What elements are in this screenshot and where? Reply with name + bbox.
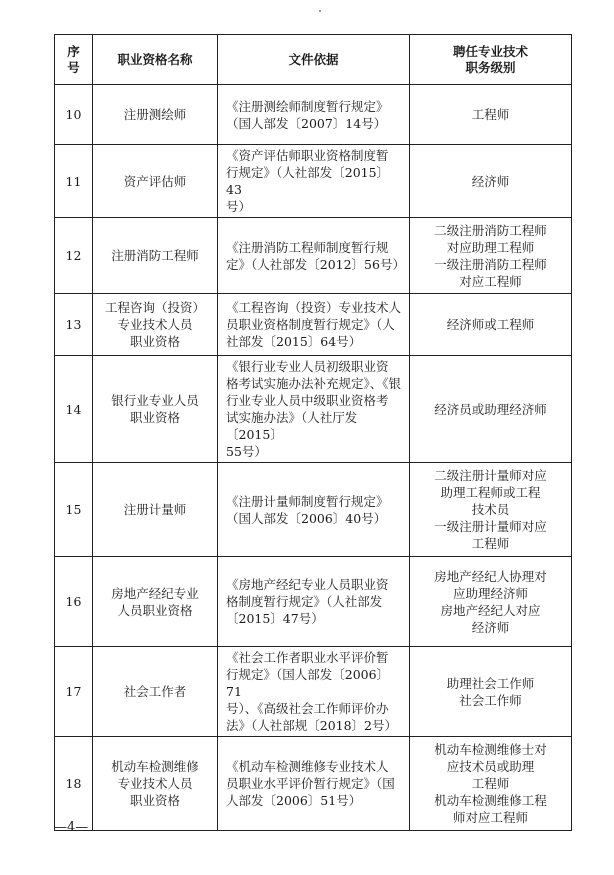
cell-level-line: 社会工作师 bbox=[459, 692, 522, 708]
cell-level-line: 一级注册消防工程师 bbox=[434, 256, 547, 272]
cell-doc-line: 《工程咨询（投资）专业技术人 bbox=[226, 300, 402, 315]
qualification-table bbox=[54, 34, 572, 831]
header-name: 职业资格名称 bbox=[93, 35, 218, 85]
table-row bbox=[55, 463, 572, 557]
cell-name-line: 社会工作者 bbox=[123, 684, 187, 699]
header-no-line: 号 bbox=[67, 59, 80, 75]
cell-level-line: 应助理经济师 bbox=[452, 585, 528, 601]
table-row bbox=[55, 356, 572, 463]
cell-doc-line: 〔2015〕47号） bbox=[226, 611, 324, 626]
cell-level-line: 二级注册计量师对应 bbox=[434, 468, 547, 483]
cell-level-line: 助理工程师或工程 bbox=[440, 485, 541, 500]
cell-doc-line: 号）、《高级社会工作师评价办 bbox=[226, 701, 389, 716]
cell-name-line: 职业资格 bbox=[129, 793, 180, 808]
cell-level bbox=[410, 218, 572, 294]
cell-level-line: 一级注册计量师对应 bbox=[434, 519, 547, 534]
cell-level-line: 工程师 bbox=[471, 776, 510, 791]
cell-doc-line: 《社会工作者职业水平评价暂 bbox=[226, 650, 389, 665]
cell-level bbox=[410, 737, 572, 831]
cell-doc-line: 试实施办法》（人社厅发〔2015〕 bbox=[226, 410, 358, 442]
cell-level-line: 工程师 bbox=[471, 107, 510, 122]
cell-name bbox=[93, 737, 218, 831]
cell-level-line: 机动车检测维修工程 bbox=[434, 793, 547, 808]
header-level-line: 聘任专业技术 bbox=[452, 43, 528, 59]
cell-level bbox=[410, 85, 572, 145]
cell-level bbox=[410, 356, 572, 463]
cell-doc bbox=[218, 463, 410, 557]
cell-no: 18 bbox=[55, 737, 93, 831]
cell-doc-line: 《机动车检测维修专业技术人 bbox=[226, 759, 389, 774]
cell-level-line: 工程师 bbox=[471, 536, 510, 551]
cell-doc-line: 人部发〔2006〕51号） bbox=[226, 793, 362, 808]
cell-name bbox=[93, 218, 218, 294]
cell-level-line: 二级注册消防工程师 bbox=[434, 222, 547, 238]
cell-level-line: 对应助理工程师 bbox=[446, 239, 535, 255]
table-row bbox=[55, 85, 572, 145]
cell-no: 11 bbox=[55, 145, 93, 218]
table-row bbox=[55, 294, 572, 356]
cell-doc-line: 格制度暂行规定》（人社部发 bbox=[226, 594, 383, 609]
cell-level-line: 对应工程师 bbox=[459, 273, 522, 289]
cell-doc-line: 法》（人社部规〔2018〕2号） bbox=[226, 718, 398, 733]
table-row bbox=[55, 557, 572, 647]
cell-doc bbox=[218, 218, 410, 294]
cell-name bbox=[93, 145, 218, 218]
cell-level bbox=[410, 557, 572, 647]
cell-doc-line: 行业专业人员中级职业资格考 bbox=[226, 393, 389, 408]
cell-doc bbox=[218, 356, 410, 463]
cell-doc-line: 社部发〔2015〕64号） bbox=[226, 334, 362, 349]
cell-doc-line: 55号） bbox=[226, 444, 267, 459]
cell-name-line: 人员职业资格 bbox=[117, 602, 193, 618]
cell-doc-line: 员职业资格制度暂行规定》（人 bbox=[226, 317, 395, 332]
cell-name bbox=[93, 647, 218, 737]
table-row bbox=[55, 647, 572, 737]
cell-level-line: 房地产经纪人协理对 bbox=[434, 568, 547, 584]
cell-doc-line: 《房地产经纪专业人员职业资 bbox=[226, 577, 389, 592]
cell-doc bbox=[218, 557, 410, 647]
cell-level bbox=[410, 145, 572, 218]
cell-doc bbox=[218, 737, 410, 831]
cell-level-line: 房地产经纪人对应 bbox=[440, 602, 541, 618]
cell-doc bbox=[218, 85, 410, 145]
cell-doc-line: 《注册消防工程师制度暂行规 bbox=[226, 239, 389, 255]
cell-doc-line: 行规定》（国人部发〔2006〕71 bbox=[226, 667, 390, 699]
cell-doc-line: 定》（人社部发〔2012〕56号） bbox=[226, 256, 405, 272]
cell-level-line: 师对应工程师 bbox=[452, 810, 528, 825]
cell-no: 16 bbox=[55, 557, 93, 647]
cell-name-line: 注册消防工程师 bbox=[111, 248, 199, 263]
cell-name-line: 职业资格 bbox=[129, 410, 180, 425]
cell-doc-line: 行规定》（人社部发〔2015〕43 bbox=[226, 165, 390, 197]
table-row bbox=[55, 737, 572, 831]
header-level-line: 职务级别 bbox=[465, 59, 516, 75]
scan-mark bbox=[319, 10, 321, 12]
cell-no: 10 bbox=[55, 85, 93, 145]
header-no-line: 序 bbox=[67, 43, 80, 59]
cell-level-line: 经济师或工程师 bbox=[446, 317, 535, 332]
cell-doc-line: 号） bbox=[226, 199, 252, 214]
header-no bbox=[55, 35, 93, 85]
cell-level bbox=[410, 463, 572, 557]
cell-name-line: 注册测绘师 bbox=[123, 107, 187, 122]
cell-level-line: 助理社会工作师 bbox=[446, 675, 535, 691]
cell-name bbox=[93, 294, 218, 356]
cell-doc-line: 格考试实施办法补充规定》、《银 bbox=[226, 376, 402, 391]
cell-no: 14 bbox=[55, 356, 93, 463]
cell-doc-line: 员职业水平评价暂行规定》（国 bbox=[226, 776, 395, 791]
cell-name-line: 职业资格 bbox=[129, 334, 180, 349]
cell-no: 15 bbox=[55, 463, 93, 557]
cell-name bbox=[93, 463, 218, 557]
cell-level-line: 经济师 bbox=[471, 619, 510, 635]
cell-no: 12 bbox=[55, 218, 93, 294]
cell-doc bbox=[218, 294, 410, 356]
cell-doc-line: 《注册计量师制度暂行规定》 bbox=[226, 493, 389, 509]
cell-level-line: 机动车检测维修士对 bbox=[434, 742, 547, 757]
cell-no: 13 bbox=[55, 294, 93, 356]
header-level bbox=[410, 35, 572, 85]
cell-doc-line: 《注册测绘师制度暂行规定》 bbox=[226, 98, 389, 114]
cell-name-line: 机动车检测维修 bbox=[111, 759, 199, 774]
header-doc: 文件依据 bbox=[218, 35, 410, 85]
cell-name-line: 银行业专业人员 bbox=[111, 393, 199, 408]
cell-name-line: 专业技术人员 bbox=[117, 317, 193, 332]
cell-level-line: 技术员 bbox=[471, 502, 510, 517]
cell-name-line: 资产评估师 bbox=[123, 173, 187, 189]
cell-doc-line: 《资产评估师职业资格制度暂 bbox=[226, 148, 389, 163]
cell-name-line: 专业技术人员 bbox=[117, 776, 193, 791]
table-row bbox=[55, 145, 572, 218]
table-row bbox=[55, 218, 572, 294]
cell-doc bbox=[218, 647, 410, 737]
cell-level-line: 经济员或助理经济师 bbox=[434, 401, 547, 417]
table-body bbox=[55, 85, 572, 831]
cell-level bbox=[410, 294, 572, 356]
cell-doc-line: （国人部发〔2006〕40号） bbox=[226, 510, 387, 526]
table-header-row bbox=[55, 35, 572, 85]
cell-level bbox=[410, 647, 572, 737]
cell-name-line: 注册计量师 bbox=[123, 502, 187, 517]
cell-name-line: 工程咨询（投资） bbox=[104, 300, 205, 315]
cell-level-line: 经济师 bbox=[471, 173, 510, 189]
cell-level-line: 应技术员或助理 bbox=[446, 759, 535, 774]
cell-name bbox=[93, 557, 218, 647]
cell-name bbox=[93, 356, 218, 463]
cell-doc-line: （国人部发〔2007〕14号） bbox=[226, 115, 387, 131]
cell-name-line: 房地产经纪专业 bbox=[111, 585, 199, 601]
cell-doc-line: 《银行业专业人员初级职业资 bbox=[226, 359, 389, 374]
cell-doc bbox=[218, 145, 410, 218]
page-number: —4— bbox=[54, 820, 89, 835]
cell-no: 17 bbox=[55, 647, 93, 737]
cell-name bbox=[93, 85, 218, 145]
